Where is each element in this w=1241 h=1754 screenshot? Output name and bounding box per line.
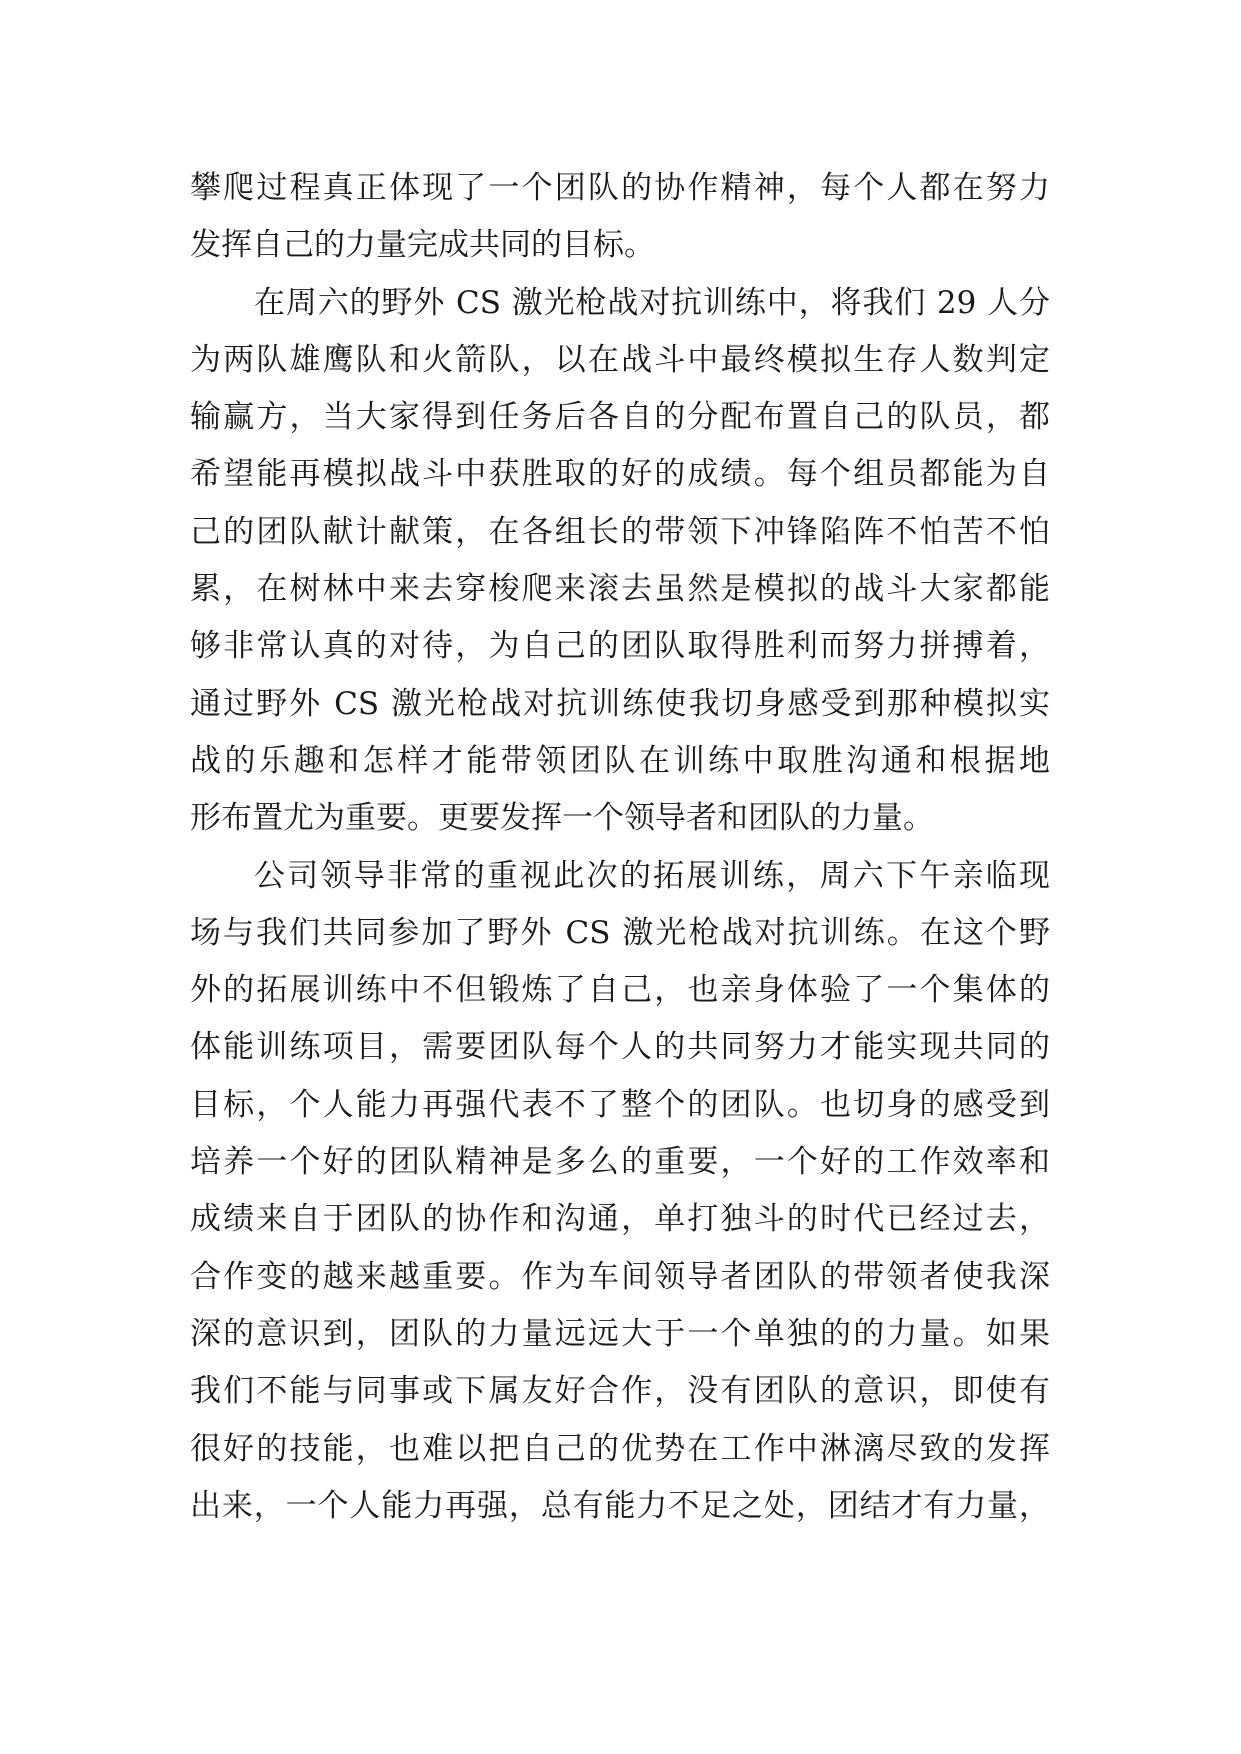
text-line: 培养一个好的团队精神是多么的重要，一个好的工作效率和 xyxy=(190,1144,1050,1181)
text-line: 很好的技能，也难以把自己的优势在工作中淋漓尽致的发挥 xyxy=(190,1430,1050,1467)
text-line: 合作变的越来越重要。作为车间领导者团队的带领者使我深 xyxy=(190,1258,1050,1295)
text-line: 为两队雄鹰队和火箭队，以在战斗中最终模拟生存人数判定 xyxy=(190,341,1050,378)
paragraph-start-line: 在周六的野外 CS 激光枪战对抗训练中，将我们 29 人分 xyxy=(254,284,1050,321)
text-line: 形布置尤为重要。更要发挥一个领导者和团队的力量。 xyxy=(190,800,934,837)
text-line: 希望能再模拟战斗中获胜取的好的成绩。每个组员都能为自 xyxy=(190,456,1050,493)
text-line: 深的意识到，团队的力量远远大于一个单独的的力量。如果 xyxy=(190,1315,1050,1352)
document-body xyxy=(190,160,1050,1535)
text-line: 体能训练项目，需要团队每个人的共同努力才能实现共同的 xyxy=(190,1029,1050,1066)
text-line: 己的团队献计献策，在各组长的带领下冲锋陷阵不怕苦不怕 xyxy=(190,513,1050,550)
text-line: 我们不能与同事或下属友好合作，没有团队的意识，即使有 xyxy=(190,1373,1050,1410)
text-line: 场与我们共同参加了野外 CS 激光枪战对抗训练。在这个野 xyxy=(190,914,1050,951)
text-line: 通过野外 CS 激光枪战对抗训练使我切身感受到那种模拟实 xyxy=(190,685,1050,722)
text-line: 出来，一个人能力再强，总有能力不足之处，团结才有力量， xyxy=(190,1487,1050,1524)
text-line: 输赢方，当大家得到任务后各自的分配布置自己的队员，都 xyxy=(190,399,1050,436)
text-line: 目标，个人能力再强代表不了整个的团队。也切身的感受到 xyxy=(190,1086,1050,1123)
text-line: 攀爬过程真正体现了一个团队的协作精神，每个人都在努力 xyxy=(190,170,1050,206)
text-line: 成绩来自于团队的协作和沟通，单打独斗的时代已经过去， xyxy=(190,1201,1050,1238)
text-line: 战的乐趣和怎样才能带领团队在训练中取胜沟通和根据地 xyxy=(190,742,1050,779)
text-line: 发挥自己的力量完成共同的目标。 xyxy=(190,227,655,264)
text-line: 累，在树林中来去穿梭爬来滚去虽然是模拟的战斗大家都能 xyxy=(190,571,1050,608)
text-line: 够非常认真的对待，为自己的团队取得胜利而努力拼搏着， xyxy=(190,628,1050,665)
paragraph-start-line: 公司领导非常的重视此次的拓展训练，周六下午亲临现 xyxy=(254,857,1050,894)
text-line: 外的拓展训练中不但锻炼了自己，也亲身体验了一个集体的 xyxy=(190,972,1050,1009)
